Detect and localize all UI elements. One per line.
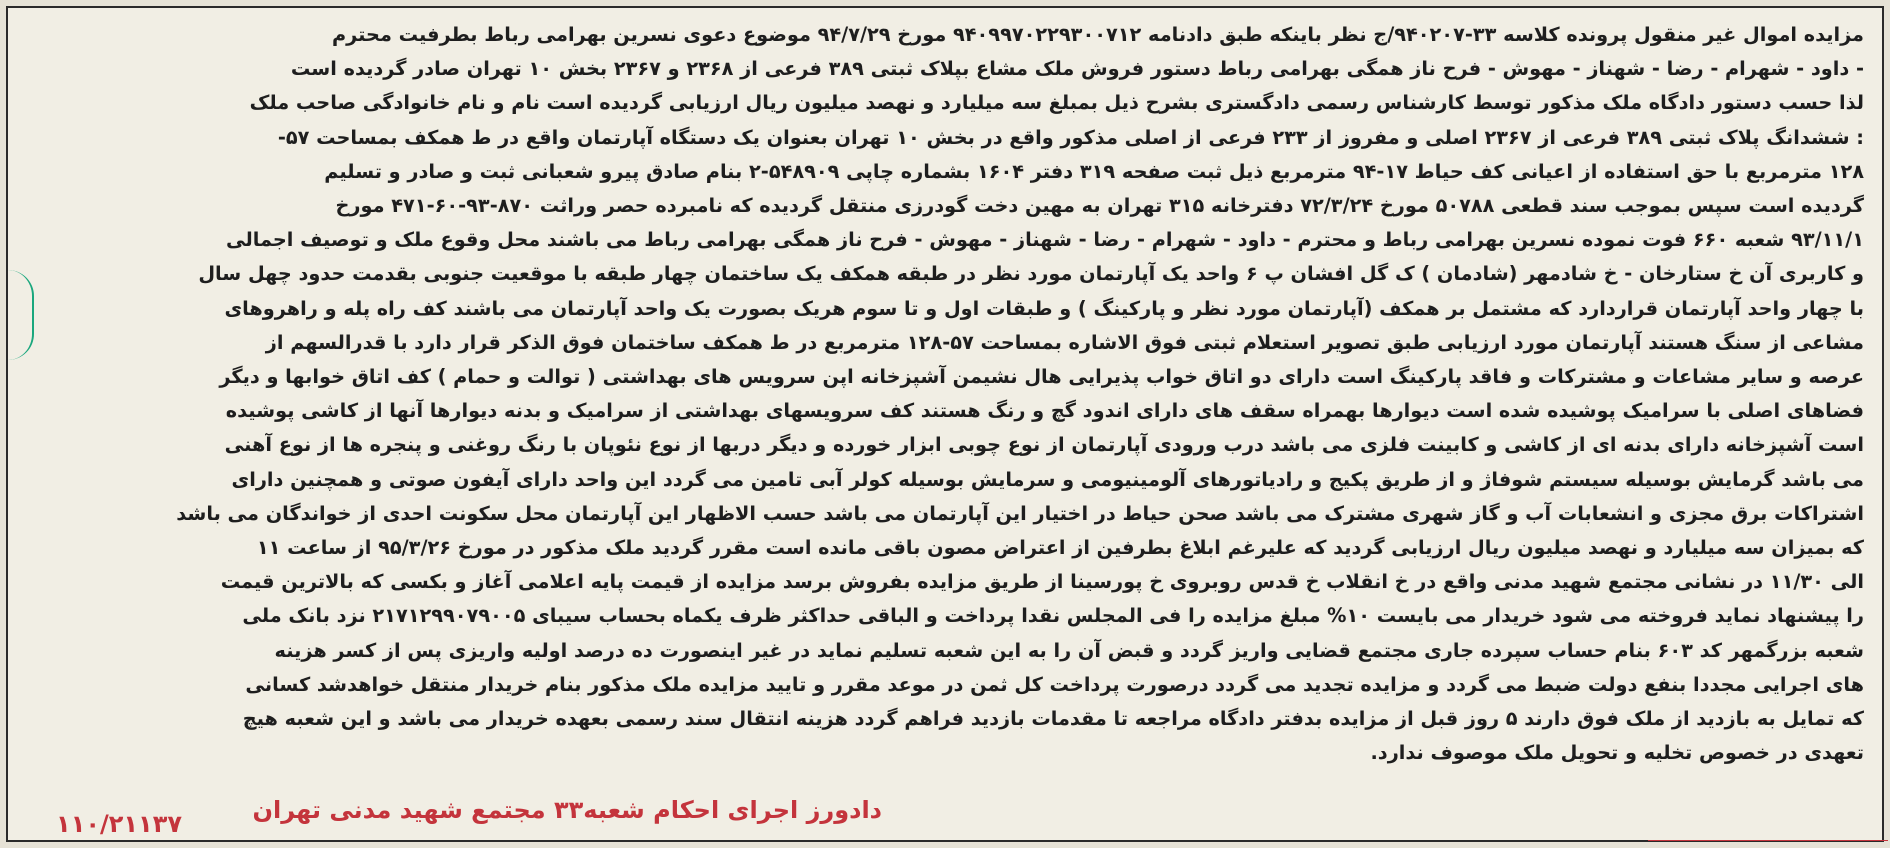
notice-line: را پیشنهاد نماید فروخته می شود خریدار می بایست ۱۰% مبلغ مزایده را فی المجلس نقدا پرداخت و الباقی حداکثر ظرف یکماه بحساب سیبای ۲۱۷۱۲۹۹۰۷۹۰۰۵ نزد بانک ملی <box>242 604 1864 628</box>
notice-line: مزایده اموال غیر منقول پرونده کلاسه ۳۳-۹۴۰۲۰۷/ج نظر باینکه طبق دادنامه ۹۴۰۹۹۷۰۲۲۹۳۰۰۷۱۲ مورخ ۹۴/۷/۲۹ موضوع دعوی نسرین بهرامی رباط بطرفیت محترم <box>332 23 1864 46</box>
notice-line: و کاربری آن خ ستارخان - خ شادمهر (شادمان ) ک گل افشان پ ۶ واحد یک آپارتمان مورد نظر در طبقه همکف یک ساختمان چهار طبقه با موقعیت جنوبی بقدمت حدود چهل سال <box>198 262 1864 286</box>
signature-line: دادورز اجرای احکام شعبه۳۳ مجتمع شهید مدنی تهران <box>252 796 882 824</box>
notice-line: ۹۳/۱۱/۱ شعبه ۶۶۰ فوت نموده نسرین بهرامی رباط و محترم - داود - شهرام - رضا - شهناز - مهوش - فرح ناز همگی بهرامی رباط می باشند محل وقوع ملک و توصیف اجمالی <box>225 228 1864 252</box>
notice-line: است آشپزخانه دارای بدنه ای از کاشی و کابینت فلزی می باشد درب ورودی آپارتمان از نوع چوبی ابزار خورده و دیگر دربها از نوع نئوپان با رنگ روغنی و پنجره ها از نوع آهنی <box>224 433 1864 457</box>
newspaper-clipping <box>6 6 1884 842</box>
notice-line: با چهار واحد آپارتمان قراردارد که مشتمل بر همکف (آپارتمان مورد نظر و پارکینگ ) و طبقات اول و تا سوم هریک بصورت یک واحد آپارتمان می باشند کف راه پله و راهروهای <box>224 296 1864 320</box>
notice-line: فضاهای اصلی با سرامیک پوشیده شده است دیوارها بهمراه سقف های دارای اندود گچ و رنگ هستند کف سرویسهای بهداشتی از سرامیک و بدنه دیوارها آنها از کاشی پوشیده <box>225 399 1864 423</box>
notice-line: که تمایل به بازدید از ملک فوق دارند ۵ روز قبل از مزایده بدفتر دادگاه مراجعه تا مقدمات بازدید فراهم گردد هزینه انتقال سند رسمی بعهده خریدار می باشد و این شعبه هیچ <box>242 707 1864 731</box>
notice-line: مشاعی از سنگ هستند آپارتمان مورد ارزیابی طبق تصویر استعلام ثبتی فوق الاشاره بمساحت ۵۷-۱۲۸ مترمربع در ط همکف ساختمان فوق الذکر قرار دارد با قدرالسهم از <box>265 330 1864 354</box>
reference-number: ۱۱۰/۲۱۱۳۷ <box>56 810 182 838</box>
notice-line: اشتراکات برق مجزی و انشعابات آب و گاز شهری مشترک می باشد صحن حیاط در اختیار این آپارتمان می باشد حسب الاظهار این آپارتمان محل سکونت احدی از خواندگان می باشد <box>176 501 1864 525</box>
notice-line: که بمیزان سه میلیارد و نهصد میلیون ریال ارزیابی گردید که علیرغم ابلاغ بطرفین از اعتراض مصون باقی مانده است مقرر گردید ملک مذکور در مورخ ۹۵/۳/۲۶ از ساعت ۱۱ <box>256 536 1864 560</box>
auction-notice <box>42 18 1864 770</box>
fold-mark <box>8 270 34 360</box>
notice-line: گردیده است سپس بموجب سند قطعی ۵۰۷۸۸ مورخ ۷۲/۳/۲۴ دفترخانه ۳۱۵ تهران به مهین دخت گودرزی منتقل گردیده که نامبرده حصر وراثت ۸۷۰-۹۳-۶۰-۴۷۱ مورخ <box>335 194 1864 218</box>
notice-line: شعبه بزرگمهر کد ۶۰۳ بنام حساب سپرده جاری مجتمع قضایی واریز گردد و قبض آن را به این شعبه تسلیم نماید در غیر اینصورت ده درصد اولیه واریزی پس از کسر هزینه <box>274 638 1864 662</box>
reference-underline <box>1648 840 1888 841</box>
notice-line: تعهدی در خصوص تخلیه و تحویل ملک موصوف ندارد. <box>1370 741 1864 765</box>
notice-line: عرصه و سایر مشاعات و مشترکات و فاقد پارکینگ است دارای دو اتاق خواب پذیرایی هال نشیمن آشپزخانه اپن سرویس های بهداشتی ( توالت و حمام ) کف اتاق خوابها و دیگر <box>219 365 1864 389</box>
notice-line: لذا حسب دستور دادگاه ملک مذکور توسط کارشناس رسمی دادگستری بشرح ذیل بمبلغ سه میلیارد و نهصد میلیون ریال ارزیابی گردیده است نام و نام خانوادگی صاحب ملک <box>249 91 1864 115</box>
notice-line: می باشد گرمایش بوسیله سیستم شوفاژ و از طریق پکیج و رادیاتورهای آلومینیومی و سرمایش بوسیله کولر آبی تامین می گردد این واحد دارای آیفون صوتی و همچنین دارای <box>231 467 1864 491</box>
notice-line: های اجرایی مجددا بنفع دولت ضبط می گردد و مزایده تجدید می گردد درصورت پرداخت کل ثمن در موعد مقرر و تایید مزایده ملک مذکور بنام خریدار منتقل خواهدشد کسانی <box>245 672 1864 696</box>
notice-line: الی ۱۱/۳۰ در نشانی مجتمع شهید مدنی واقع در خ انقلاب خ قدس روبروی خ پورسینا از طریق مزایده بفروش برسد مزایده از قیمت پایه اعلامی آغاز و بکسی که بالاترین قیمت <box>220 570 1864 594</box>
notice-line: : ششدانگ پلاک ثبتی ۳۸۹ فرعی از ۲۳۶۷ اصلی و مفروز از ۲۳۳ فرعی از اصلی مذکور واقع در بخش ۱۰ تهران بعنوان یک دستگاه آپارتمان واقع در ط همکف بمساحت ۵۷- <box>277 125 1864 149</box>
notice-line: ۱۲۸ مترمربع با حق استفاده از اعیانی کف حیاط ۱۷-۹۴ مترمربع ذیل ثبت صفحه ۳۱۹ دفتر ۱۶۰۴ بشماره چاپی ۵۴۸۹۰۹-۲ بنام صادق پیرو شعبانی ثبت و صادر و تسلیم <box>324 159 1864 183</box>
notice-line: - داود - شهرام - رضا - شهناز - مهوش - فرح ناز همگی بهرامی رباط دستور فروش ملک مشاع بپلاک ثبتی ۳۸۹ فرعی از ۲۳۶۸ و ۲۳۶۷ بخش ۱۰ تهران صادر گردیده است <box>290 57 1864 81</box>
